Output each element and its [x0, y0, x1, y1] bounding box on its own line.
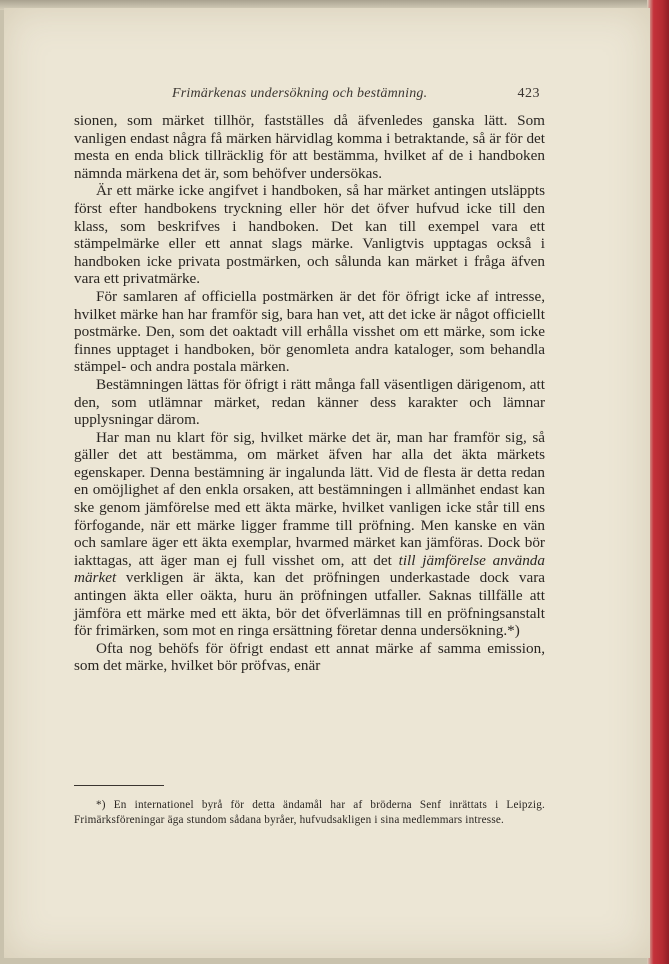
paragraph-2: Är ett märke icke angifvet i handboken, så har märket antingen utsläppts först efter handbokens tryckning eller hör det öfver hufvud icke till den klass, som beskrifves i handboken. Det kan till exempel vara ett stämpelmärke eller ett annat slags märke. Vanligtvis upptagas också i handboken icke privata postmärken, och sålunda kan märket i fråga äfven vara ett privatmärke. — [74, 182, 545, 288]
paragraph-5-text-before: Har man nu klart för sig, hvilket märke det är, man har framför sig, så gäller det att bestämma, om märket äfven har alla det äkta märkets egenskaper. Denna bestämning är ingalunda lätt. Vid de flesta är detta redan en omöjlighet af den enkla orsaken, att bestämningen i allmänhet endast kan ske genom jämförelse med ett äkta märke, hvilket vanligen icke står till ens förfogande, när ett märke ligger framme till pröfning. Men kanske en vän och samlare äger ett äkta exemplar, hvarmed märket kan jämföras. Dock bör iakttagas, att äger man ej full visshet om, att det — [74, 428, 545, 569]
paragraph-4: Bestämningen lättas för öfrigt i rätt många fall väsentligen därigenom, att den, som utlämnar märket, redan känner dess karakter och lämnar upplysningar därom. — [74, 375, 545, 429]
paragraph-5 — [74, 429, 545, 640]
paragraph-3: För samlaren af officiella postmärken är det för öfrigt icke af intresse, hvilket märke han har framför sig, bara han vet, att det icke är något officiellt postmärke. Den, som det oaktadt vill erhålla visshet om ett märke, som icke finnes upptaget i handboken, bör genomleta andra kataloger, som behandla stämpel- och andra postala märken. — [74, 287, 545, 376]
paragraph-5-text-after: verkligen är äkta, kan det pröfningen underkastade dock vara antingen äkta eller oäkta, huru än pröfningen utfaller. Saknas tillfälle att jämföra ett märke med ett äkta, bör det öfverlämnas till en pröfningsanstalt för frimärken, som mot en ringa ersättning företar denna undersökning.*) — [74, 569, 545, 640]
main-text — [74, 112, 545, 675]
footnote-text: *) En internationel byrå för detta ändamål har af bröderna Senf inrättats i Leipzig. Frimärksföreningar äga stundom sådana byråer, hufvudsakligen i sina medlemmars intresse. — [74, 799, 545, 827]
running-title: Frimärkenas undersökning och bestämning. — [172, 86, 428, 101]
paragraph-5-emphasis: till jämförelse använda märket — [74, 551, 545, 587]
running-header — [4, 86, 650, 106]
page-number: 423 — [517, 86, 540, 101]
book-binding-edge — [647, 0, 669, 964]
footnote-divider — [74, 785, 164, 786]
footnote — [74, 798, 545, 829]
paragraph-6: Ofta nog behöfs för öfrigt endast ett annat märke af samma emission, som det märke, hvilket bör pröfvas, enär — [74, 639, 545, 675]
book-page — [4, 8, 650, 958]
paragraph-1: sionen, som märket tillhör, fastställes då äfvenledes ganska lätt. Som vanligen endast några få märken härvidlag komma i betraktande, så är för det mesta en enda blick tillräcklig för att bestämma, hvilket af de i handboken nämnda märkena det är, som behöfver undersökas. — [74, 112, 545, 182]
